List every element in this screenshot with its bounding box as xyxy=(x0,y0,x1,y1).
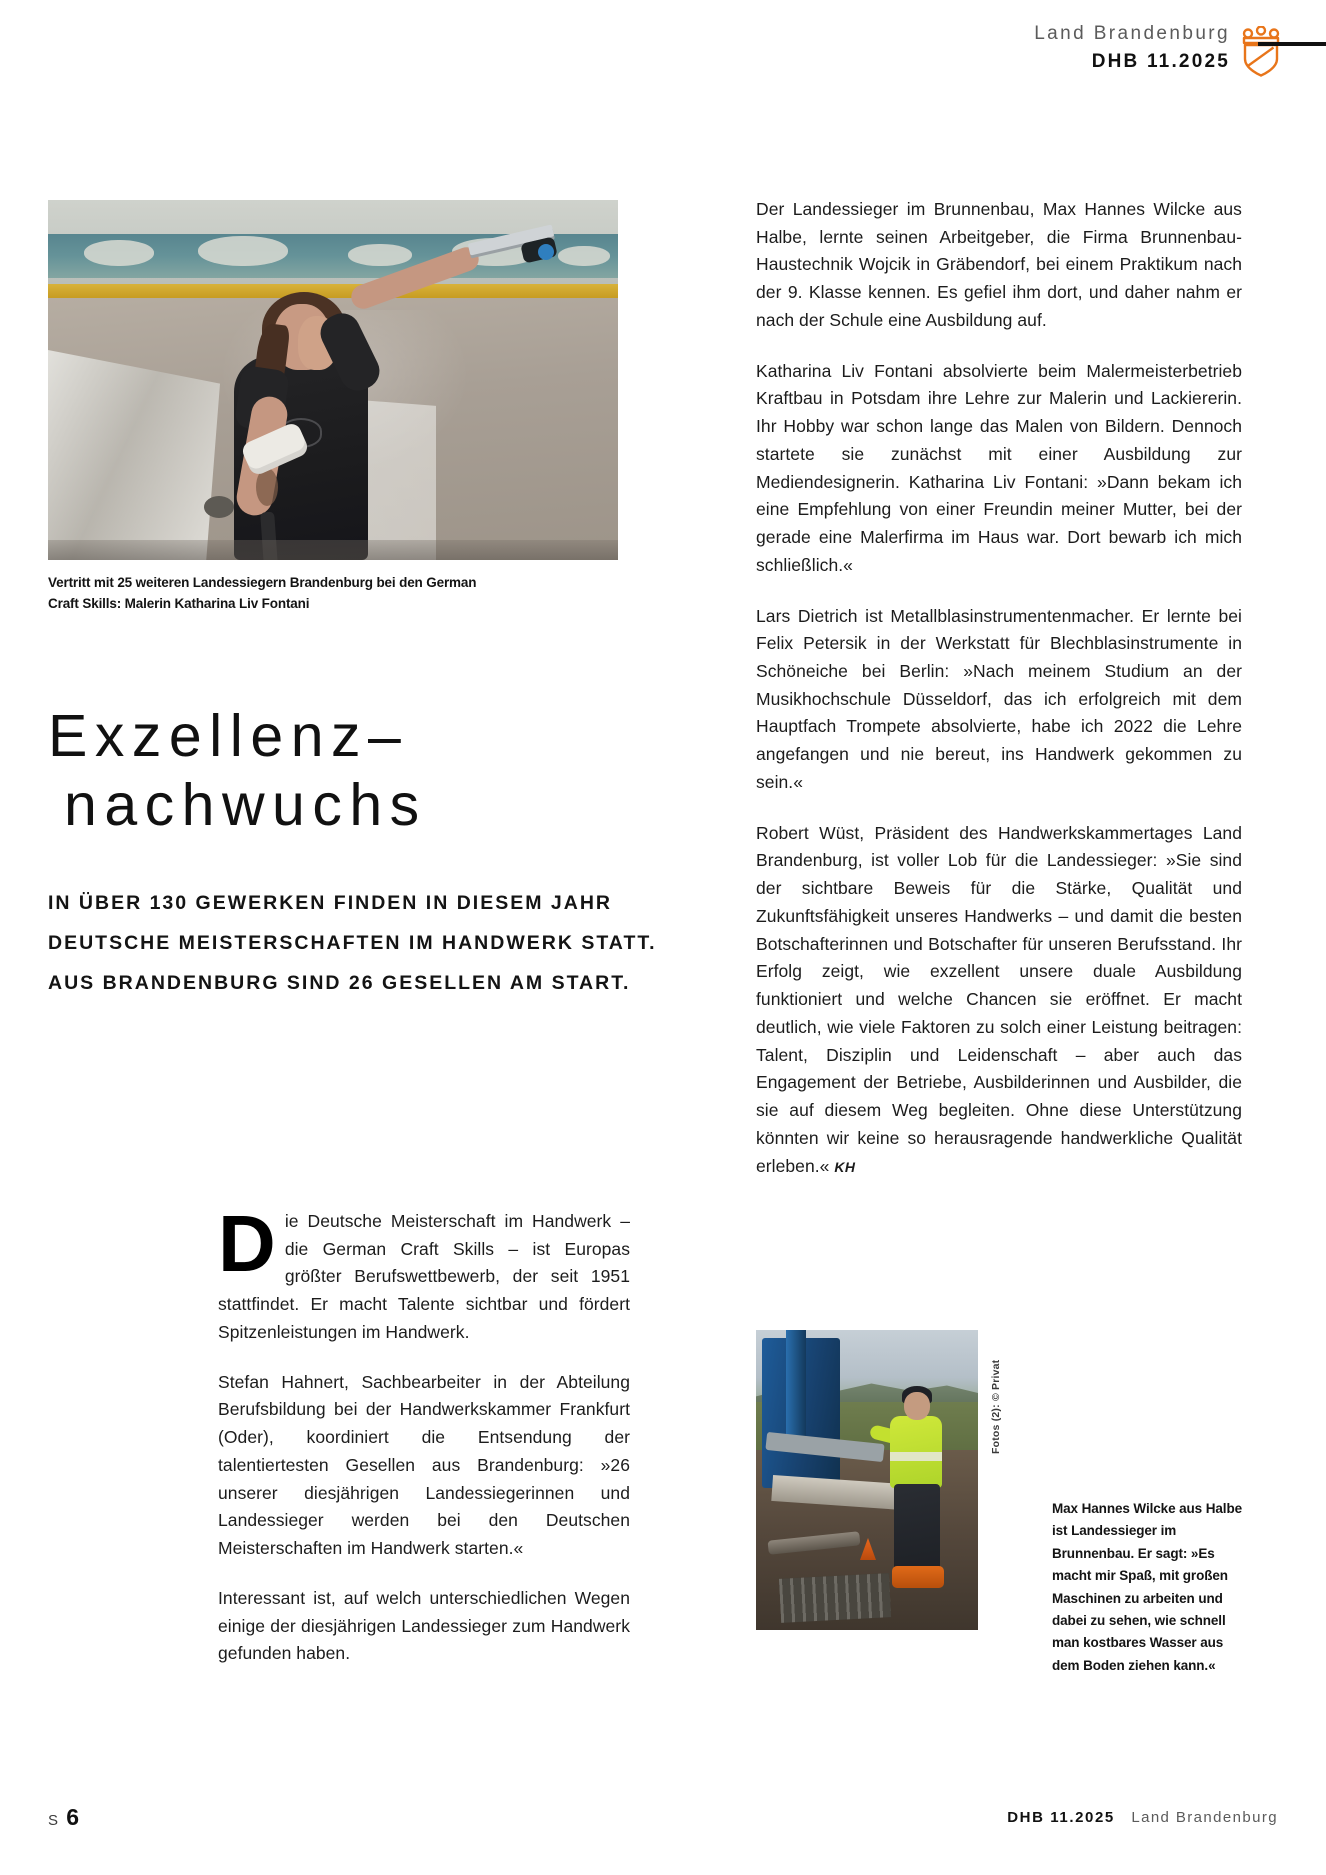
page-footer xyxy=(0,1801,1326,1831)
paragraph-hahnert: Stefan Hahnert, Sachbearbeiter in der Abteilung Berufsbildung bei der Handwerkskammer Frankfurt (Oder), koordiniert die Entsendung der talentiertesten Gesellen aus Brandenburg: »26 unserer diesjährigen Landessiegerinnen und Landessieger werden bei den Deutschen Meisterschaften im Handwerk starten.« xyxy=(218,1371,630,1559)
subheadline-line-2: DEUTSCHE MEISTERSCHAFTEN IM HANDWERK STATT. xyxy=(48,932,657,955)
footer-masthead xyxy=(1007,1809,1278,1827)
painter-plastering-ceiling-photo xyxy=(48,200,618,560)
headline-line-2: nachwuchs xyxy=(64,772,427,839)
well-driller-at-rig-photo xyxy=(756,1330,978,1630)
paragraph-wuest xyxy=(756,820,1242,1181)
brandenburg-crown-shield-icon xyxy=(1238,26,1284,78)
photo-credit: Fotos (2): © Privat xyxy=(990,1359,1002,1454)
top-photo-caption: Vertritt mit 25 weiteren Landessiegern Brandenburg bei den German Craft Skills: Malerin Katharina Liv Fontani xyxy=(48,575,477,611)
footer-issue: DHB 11.2025 xyxy=(1007,1809,1115,1826)
paragraph-wuest-text: Robert Wüst, Präsident des Handwerkskammertages Land Brandenburg, ist voller Lob für die Landessieger: »Sie sind der sichtbare Beweis für die Stärke, Qualität und Zukunftsfähigkeit unseres Handwerks – und damit die besten Botschafterinnen und Botschafter für unseren Berufsstand. Ihr Erfolg zeigt, wie exzellent unsere duale Ausbildung funktioniert und welche Chancen sie eröffnet. Er macht deutlich, wie viele Faktoren zu solch einer Leistung beitragen: Talent, Disziplin und Leidenschaft – aber auch das Engagement der Betriebe, Ausbilderinnen und Ausbilder, die sie auf diesem Weg begleiten. Ohne diese Unterstützung könnten wir keine so herausragende handwerkliche Qualität erleben.« xyxy=(756,822,1242,1176)
footer-publication: Land Brandenburg xyxy=(1131,1809,1278,1826)
page-header xyxy=(0,0,1326,110)
paragraph-wege: Interessant ist, auf welch unterschiedlichen Wegen einige der diesjährigen Landessieger zum Handwerk gefunden haben. xyxy=(218,1587,630,1664)
paragraph-wilcke: Der Landessieger im Brunnenbau, Max Hannes Wilcke aus Halbe, lernte seinen Arbeitgeber, die Firma Brunnenbau-Haustechnik Wojcik in Gräbendorf, bei einem Praktikum nach der 9. Klasse kennen. Es gefiel ihm dort, und daher nahm er nach der Schule eine Ausbildung auf. xyxy=(756,199,1242,330)
paragraph-fontani: Katharina Liv Fontani absolvierte beim Malermeisterbetrieb Kraftbau in Potsdam ihre Lehre zur Malerin und Lackiererin. Ihr Hobby war schon lange das Malen von Bildern. Dennoch startete sie zunächst mit einer Ausbildung zur Mediendesignerin. Katharina Liv Fontani: »Dann bekam ich eine Empfehlung von einer Freundin meiner Mutter, bei der gerade eine Malerfirma im Haus war. Dort bewarb ich mich schließlich.« xyxy=(756,360,1242,575)
footer-page-number: 6 xyxy=(66,1804,80,1830)
left-column-body xyxy=(218,1199,630,1668)
bottom-photo-caption: Max Hannes Wilcke aus Halbe ist Landessieger im Brunnenbau. Er sagt: »Es macht mir Spaß, mit großen Maschinen zu arbeiten und dabei zu sehen, wie schnell man kostbares Wasser aus dem Boden ziehen kann.« xyxy=(1052,1501,1243,1673)
footer-page-marker xyxy=(48,1804,80,1831)
subheadline-line-1: IN ÜBER 130 GEWERKEN FINDEN IN DIESEM JAHR xyxy=(48,892,612,915)
page-title xyxy=(48,702,618,840)
header-issue: DHB 11.2025 xyxy=(1091,50,1230,72)
left-column xyxy=(48,200,657,1004)
byline: KH xyxy=(834,1158,856,1175)
subheadline-line-3: AUS BRANDENBURG SIND 26 GESELLEN AM START. xyxy=(48,972,631,994)
header-rule xyxy=(1258,42,1326,46)
right-column xyxy=(756,196,1242,1203)
headline-line-1: Exzellenz– xyxy=(48,703,409,770)
bottom-photo-block xyxy=(756,1330,1243,1673)
header-publication: Land Brandenburg xyxy=(1034,23,1230,44)
footer-page-prefix: S xyxy=(48,1812,60,1829)
header-masthead xyxy=(1034,22,1230,74)
paragraph-dietrich: Lars Dietrich ist Metallblasinstrumentenmacher. Er lernte bei Felix Petersik in der Werkstatt für Blechblasinstrumente in Schöneiche bei Berlin: »Nach meinem Studium an der Musikhochschule Düsseldorf, das ich erfolgreich mit dem Hauptfach Trompete absolvierte, habe ich 2022 die Lehre angefangen und nie bereut, ins Handwerk gekommen zu sein.« xyxy=(756,605,1242,792)
subheadline xyxy=(48,884,657,1004)
paragraph-lead: Die Deutsche Meisterschaft im Handwerk – die German Craft Skills – ist Europas größter Berufswettbewerb, der seit 1951 stattfindet. Er macht Talente sichtbar und fördert Spitzenleistungen im Handwerk. xyxy=(218,1199,630,1342)
